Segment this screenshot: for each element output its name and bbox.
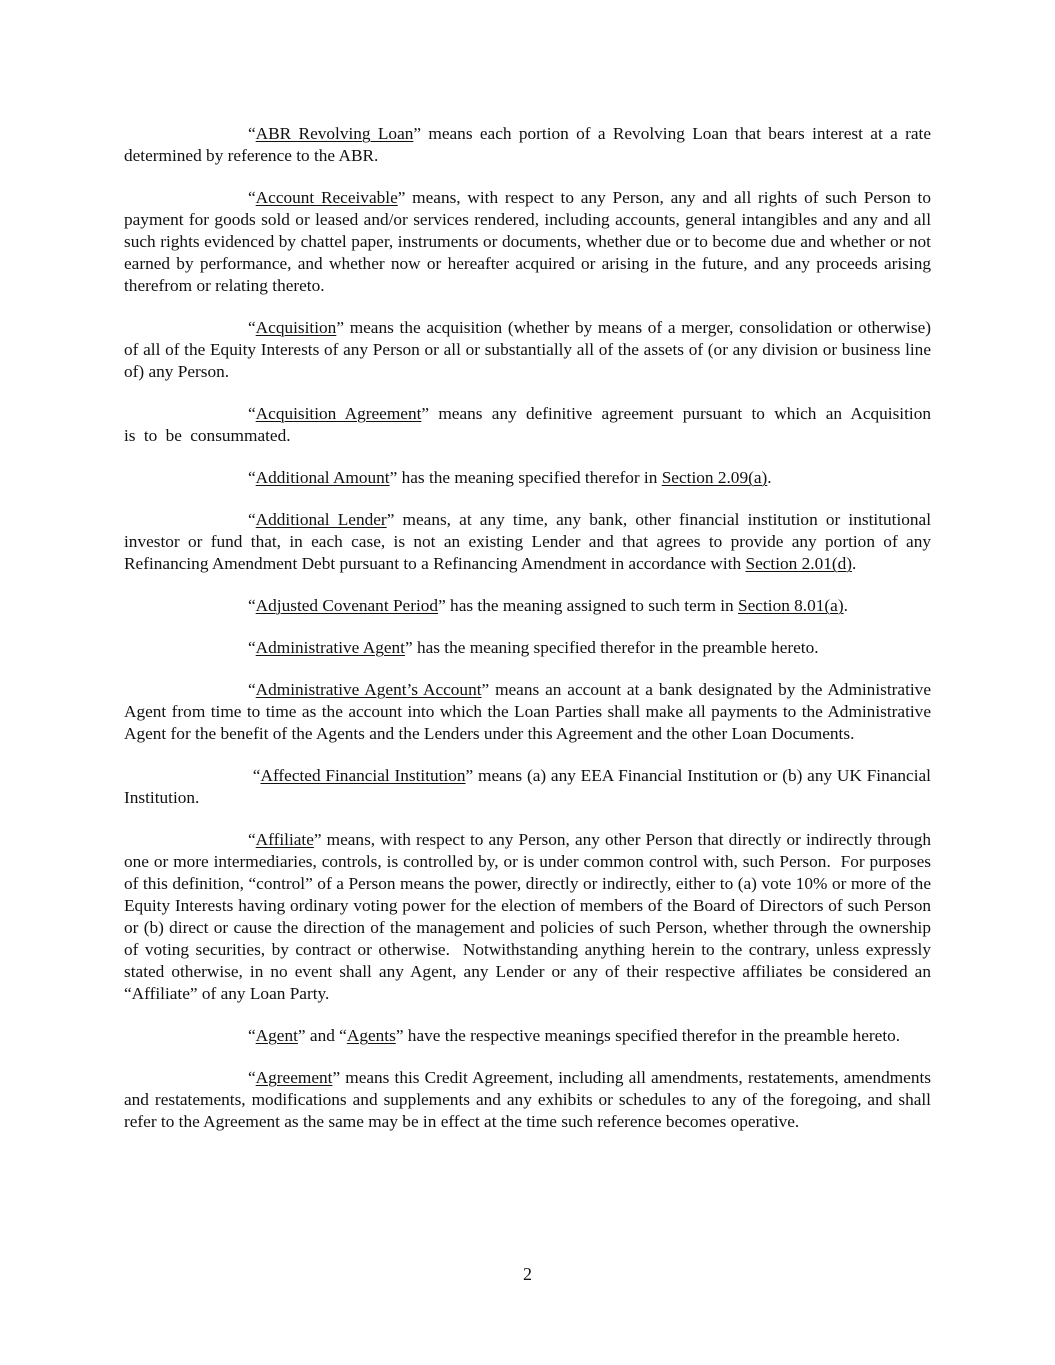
definition-acquisition: “Acquisition” means the acquisition (whether by means of a merger, consolidation or otherwise) of all of the Equity Interests of any Person or all or substantially all of the assets of (or any division or business line of) any Person.: [124, 318, 931, 381]
defined-term: Agreement: [255, 1068, 333, 1087]
definition-administrative-agents-account: “Administrative Agent’s Account” means an account at a bank designated by the Administrative Agent from time to time as the account into which the Loan Parties shall make all payments to the Administrative Agent for the benefit of the Agents and the Lenders under this Agreement and the other Loan Documents.: [124, 680, 931, 743]
page-number: 2: [523, 1264, 532, 1284]
document-page: [124, 123, 936, 1153]
definition-affiliate: “Affiliate” means, with respect to any Person, any other Person that directly or indirectly through one or more intermediaries, controls, is controlled by, or is under common control with, such Person. For purposes of this definition, “control” of a Person means the power, directly or indirectly, either to (a) vote 10% or more of the Equity Interests having ordinary voting power for the election of members of the Board of Directors of such Person or (b) direct or cause the direction of the management and policies of such Person, whether through the ownership of voting securities, by contract or otherwise. Notwithstanding anything herein to the contrary, unless expressly stated otherwise, in no event shall any Agent, any Lender or any of their respective affiliates be considered an “Affiliate” of any Loan Party.: [124, 830, 936, 1003]
section-reference: Section 8.01(a): [738, 596, 844, 615]
defined-term: Adjusted Covenant Period: [255, 596, 439, 615]
defined-term: Affiliate: [255, 830, 314, 849]
defined-term: Account Receivable: [255, 188, 398, 207]
defined-term: Affected Financial Institution: [260, 766, 466, 785]
definition-agent: “Agent” and “Agents” have the respective meanings specified therefor in the preamble hereto.: [248, 1026, 901, 1045]
definition-affected-financial-institution: “Affected Financial Institution” means (a) any EEA Financial Institution or (b) any UK Financial Institution.: [124, 766, 931, 807]
definition-agreement: “Agreement” means this Credit Agreement, including all amendments, restatements, amendments and restatements, modifications and supplements and any exhibits or schedules to any of the foregoing, and shall refer to the Agreement as the same may be in effect at the time such reference becomes operative.: [124, 1068, 931, 1131]
definition-administrative-agent: “Administrative Agent” has the meaning specified therefor in the preamble hereto.: [248, 638, 819, 657]
definition-account-receivable: “Account Receivable” means, with respect to any Person, any and all rights of such Person to payment for goods sold or leased and/or services rendered, including accounts, general intangibles and any and all such rights evidenced by chattel paper, instruments or documents, whether due or to become due and whether or not earned by performance, and whether now or hereafter acquired or arising in the future, and any proceeds arising therefrom or relating thereto.: [124, 188, 931, 295]
definition-acquisition-agreement: “Acquisition Agreement” means any definitive agreement pursuant to which an Acquisition is to be consummated.: [124, 404, 931, 445]
defined-term: Agents: [346, 1026, 396, 1045]
defined-term: Additional Amount: [255, 468, 390, 487]
definition-adjusted-covenant-period: “Adjusted Covenant Period” has the meaning assigned to such term in Section 8.01(a).: [248, 596, 848, 615]
defined-term: Acquisition: [255, 318, 337, 337]
definition-additional-lender: “Additional Lender” means, at any time, any bank, other financial institution or institutional investor or fund that, in each case, is not an existing Lender and that agrees to provide any portion of any Refinancing Amendment Debt pursuant to a Refinancing Amendment in accordance with Section 2.01(d).: [124, 510, 931, 573]
section-reference: Section 2.09(a): [661, 468, 768, 487]
definition-abr-revolving-loan: “ABR Revolving Loan” means each portion of a Revolving Loan that bears interest at a rate determined by reference to the ABR.: [124, 124, 931, 165]
defined-term: Administrative Agent: [255, 638, 405, 657]
defined-term: Agent: [255, 1026, 298, 1045]
section-reference: Section 2.01(d): [745, 554, 853, 573]
defined-term: Additional Lender: [255, 510, 387, 529]
defined-term: ABR Revolving Loan: [255, 124, 414, 143]
defined-term: Acquisition Agreement: [255, 404, 422, 423]
definition-additional-amount: “Additional Amount” has the meaning specified therefor in Section 2.09(a).: [248, 468, 772, 487]
defined-term: Administrative Agent’s Account: [255, 680, 482, 699]
